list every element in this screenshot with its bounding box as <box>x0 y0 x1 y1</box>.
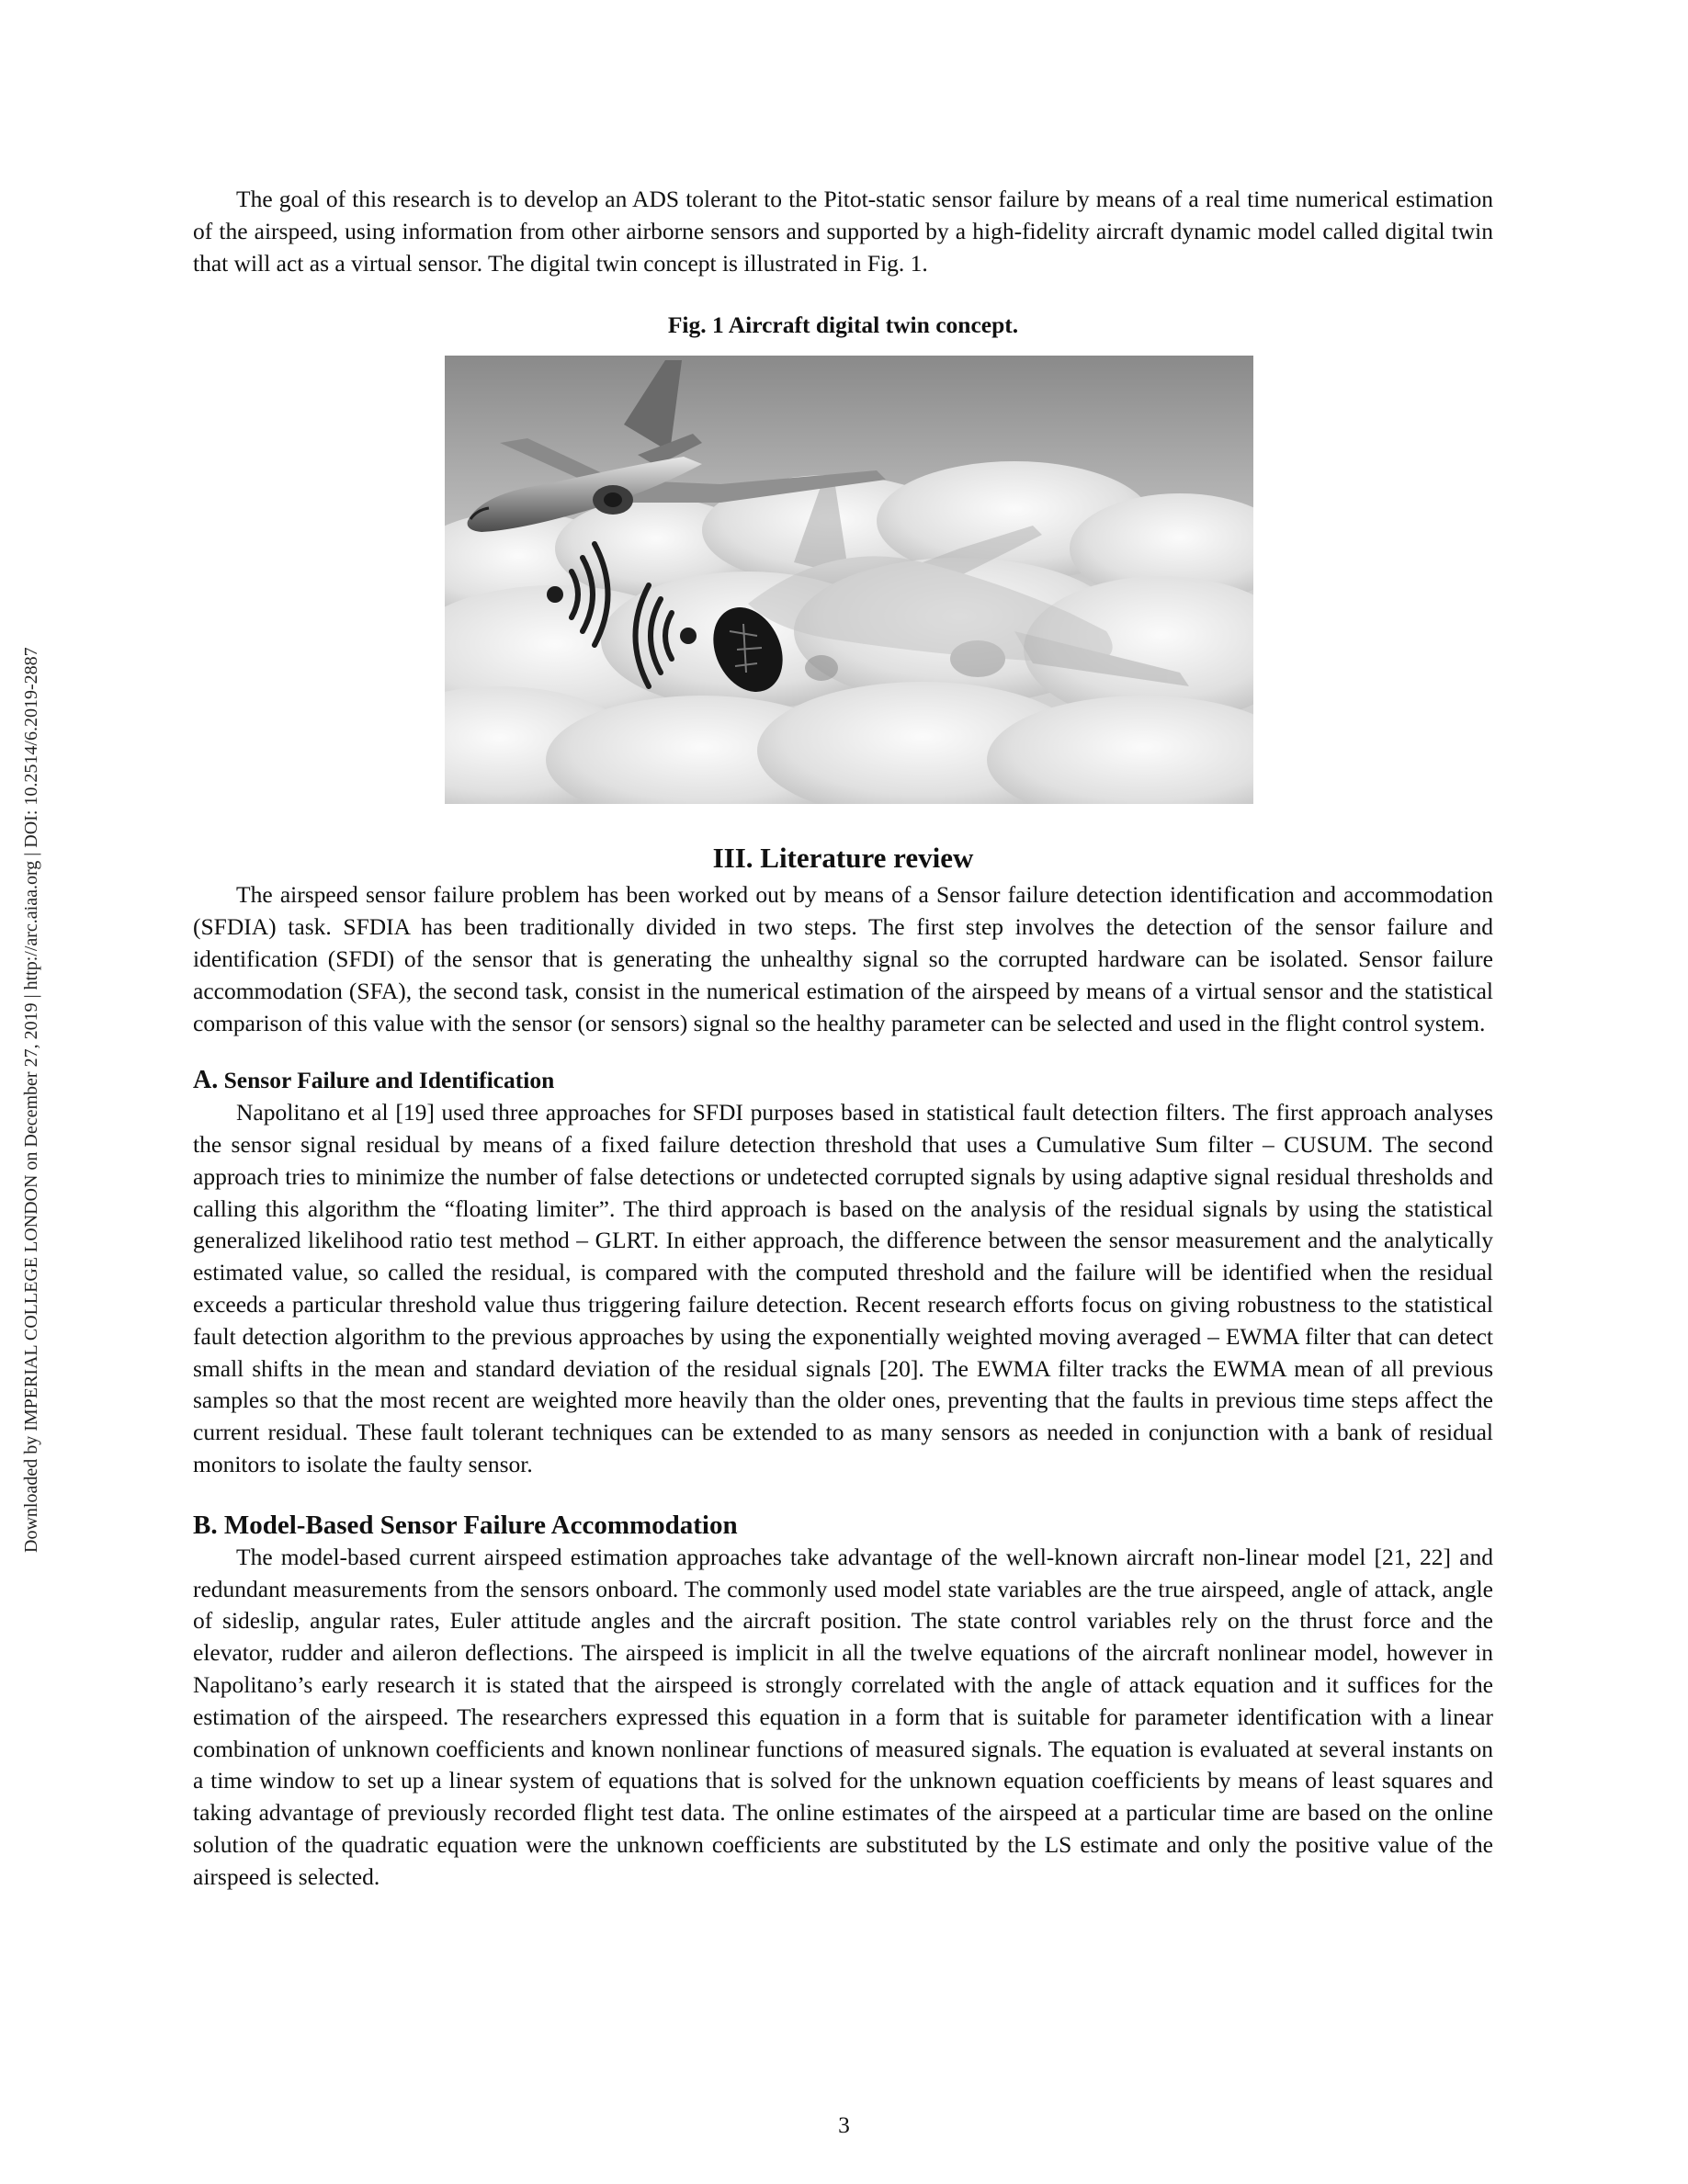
section-heading: III. Literature review <box>712 842 974 875</box>
subsection-b-paragraph: The model-based current airspeed estimation approaches take advantage of the well-known aircraft non-linear model [21, 22] and redundant measurements from the sensors onboard. The commonly used model state variables are the true airspeed, angle of attack, angle of sideslip, angular rates, Euler attitude angles and the aircraft position. The state control variables rely on the thrust force and the elevator, rudder and aileron deflections. The airspeed is implicit in all the twelve equations of the aircraft nonlinear model, however in Napolitano’s early research it is stated that the airspeed is strongly correlated with the angle of attack equation and it suffices for the estimation of the airspeed. The researchers expressed this equation in a form that is suitable for parameter identification with a linear combination of unknown coefficients and known nonlinear functions of measured signals. The equation is evaluated at several instants on a time window to set up a linear system of equations that is solved for the unknown equation coefficients by means of least squares and taking advantage of previously recorded flight test data. The online estimates of the airspeed at a particular time are based on the online solution of the quadratic equation were the unknown coefficients are substituted by the LS estimate and only the positive value of the airspeed is selected. <box>193 1543 1493 1890</box>
subsection-a-paragraph: Napolitano et al [19] used three approaches for SFDI purposes based in statistical fault detection filters. The first approach analyses the sensor signal residual by means of a fixed failure detection threshold that uses a Cumulative Sum filter – CUSUM. The second approach tries to minimize the number of false detections or undetected corrupted signals by using adaptive signal residual thresholds and calling this algorithm the “floating limiter”. The third approach is based on the analysis of the residual signals by using the statistical generalized likelihood ratio test method – GLRT. In either approach, the difference between the sensor measurement and the analytically estimated value, so called the residual, is compared with the computed threshold and the failure will be identified when the residual exceeds a particular threshold value thus triggering failure detection. Recent research efforts focus on giving robustness to the statistical fault detection algorithm to the previous approaches by using the exponentially weighted moving averaged – EWMA filter that can detect small shifts in the mean and standard deviation of the residual signals [20]. The EWMA filter tracks the EWMA mean of all previous samples so that the most recent are weighted more heavily than the older ones, preventing that the faults in previous time steps affect the current residual. These fault tolerant techniques can be extended to as many sensors as needed in conjunction with a bank of residual monitors to isolate the faulty sensor. <box>193 1099 1493 1477</box>
subsection-a-heading <box>193 1065 1493 1097</box>
subsection-a-title: Sensor Failure and Identification <box>223 1067 555 1094</box>
download-watermark: Downloaded by IMPERIAL COLLEGE LONDON on December 27, 2019 | http://arc.aiaa.org | DOI: 10.2514/6.2019-2887 <box>21 647 41 1553</box>
page-content <box>193 184 1493 1894</box>
subsection-b-heading: B. Model-Based Sensor Failure Accommodation <box>193 1510 738 1540</box>
literature-review-paragraph: The airspeed sensor failure problem has been worked out by means of a Sensor failure detection identification and accommodation (SFDIA) task. SFDIA has been traditionally divided in two steps. The first step involves the detection of the sensor failure and identification (SFDI) of the sensor that is generating the unhealthy signal so the corrupted hardware can be isolated. Sensor failure accommodation (SFA), the second task, consist in the numerical estimation of the airspeed by means of a virtual sensor and the statistical comparison of this value with the sensor (or sensors) signal so the healthy parameter can be selected and used in the flight control system. <box>193 881 1493 1036</box>
figure-caption: Fig. 1 Aircraft digital twin concept. <box>667 311 1019 339</box>
page-number: 3 <box>838 2111 850 2138</box>
aircraft-digital-twin-figure <box>445 356 1253 804</box>
intro-paragraph: The goal of this research is to develop an ADS tolerant to the Pitot-static sensor failure by means of a real time numerical estimation of the airspeed, using information from other airborne sensors and supported by a high-fidelity aircraft dynamic model called digital twin that will act as a virtual sensor. The digital twin concept is illustrated in Fig. 1. <box>193 186 1493 277</box>
digital-twin-illustration <box>445 356 1253 804</box>
subsection-a-letter: A. <box>193 1066 219 1095</box>
